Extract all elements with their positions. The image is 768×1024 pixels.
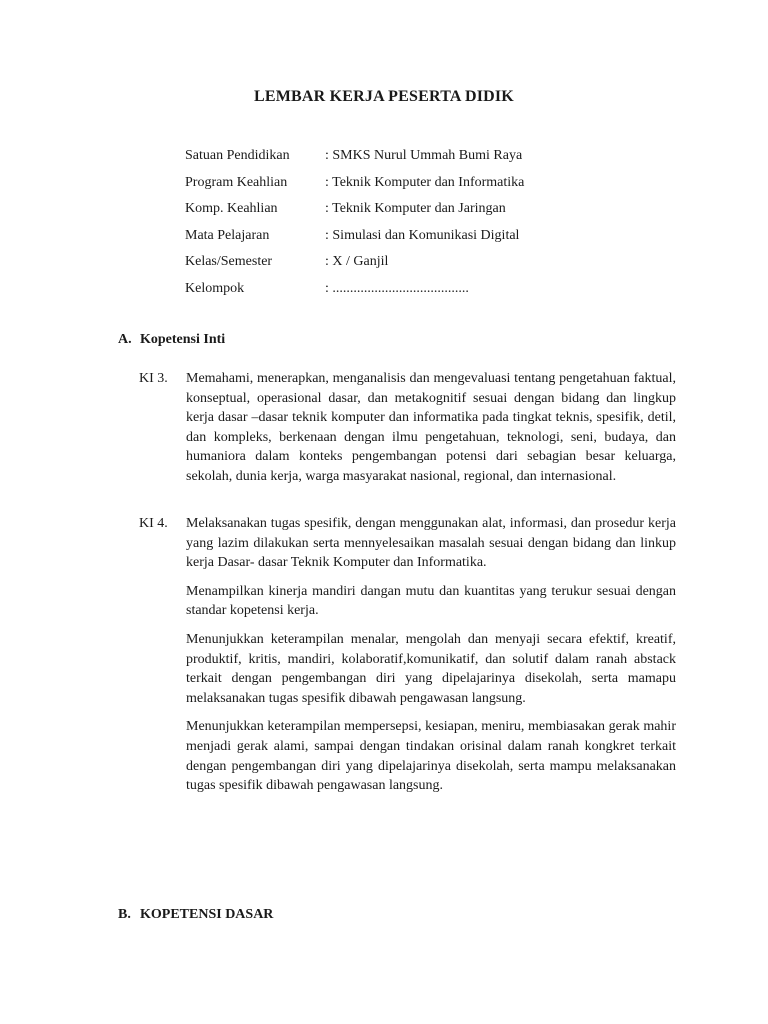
section-letter: A.: [118, 332, 132, 347]
info-label: Mata Pelajaran: [185, 227, 270, 243]
info-row-mapel: [185, 226, 524, 253]
ki-3-item: [139, 369, 676, 487]
info-value: : Simulasi dan Komunikasi Digital: [325, 227, 520, 243]
document-title: LEMBAR KERJA PESERTA DIDIK: [254, 88, 514, 105]
section-letter: B.: [118, 907, 131, 922]
section-title: KOPETENSI DASAR: [140, 907, 274, 922]
ki-3-block: [139, 369, 676, 487]
info-value: : SMKS Nurul Ummah Bumi Raya: [325, 148, 523, 163]
info-value: : .......................................: [325, 280, 469, 296]
info-label: Kelas/Semester: [185, 254, 273, 269]
info-row-komp: [185, 199, 524, 226]
ki-4-block: [139, 514, 676, 796]
identity-table: [185, 146, 524, 305]
info-label: Kelompok: [185, 280, 245, 296]
ki-3-number: KI 3.: [139, 371, 168, 386]
ki-4-text: Melaksanakan tugas spesifik, dengan menggunakan alat, informasi, dan prosedur kerja yang lazim dilakukan serta mennyelesaikan masalah sesuai dengan bidang dan linkup kerja Dasar- dasar Teknik Komputer dan Informatika.: [186, 516, 676, 571]
section-b-heading: [118, 907, 273, 923]
info-row-kelompok: [185, 279, 524, 306]
info-value: : Teknik Komputer dan Informatika: [325, 174, 525, 190]
info-label: Satuan Pendidikan: [185, 148, 290, 163]
ki-4-paragraph: Menampilkan kinerja mandiri dangan mutu dan kuantitas yang terukur sesuai dengan standar kopetensi kerja.: [186, 583, 676, 619]
section-title: Kopetensi Inti: [140, 332, 226, 347]
ki-4-number: KI 4.: [139, 516, 168, 531]
info-value: : Teknik Komputer dan Jaringan: [325, 201, 506, 216]
info-label: Komp. Keahlian: [185, 201, 278, 216]
info-row-program: [185, 173, 524, 200]
info-row-satuan: [185, 146, 524, 173]
section-a-heading: [118, 332, 225, 348]
ki-4-paragraph: Menunjukkan keterampilan menalar, mengolah dan menyaji secara efektif, kreatif, produktif, kritis, mandiri, kolaboratif,komunikatif, dan solutif dalam ranah abstack terkait dengan pengembangan diri yang dipelajarinya disekolah, serta mamapu melaksanakan tugas spesifik dibawah pengawasan langsung.: [186, 631, 676, 706]
info-row-kelas: [185, 252, 524, 279]
info-value: : X / Ganjil: [325, 254, 389, 269]
info-label: Program Keahlian: [185, 174, 288, 190]
ki-4-paragraph: Menunjukkan keterampilan mempersepsi, kesiapan, meniru, membiasakan gerak mahir menjadi gerak alami, sampai dengan tindakan orisinal dalam ranah kongkret terkait dengan pengembangan diri yang dipelajarinya disekolah, serta mampu melaksanakan tugas spesifik dibawah pengawasan langsung.: [186, 719, 676, 794]
ki-4-item: [139, 514, 676, 573]
ki-3-text: Memahami, menerapkan, menganalisis dan mengevaluasi tentang pengetahuan faktual, konseptual, operasional dasar, dan metakognitif sesuai dengan bidang dan lingkup kerja dasar –dasar teknik komputer dan informatika pada tingkat teknis, spesifik, detil, dan kompleks, berkenaan dengan ilmu pengetahuan, teknologi, seni, budaya, dan humaniora dalam konteks pengembangan potensi dari sebagian besar keluarga, sekolah, dunia kerja, warga masyarakat nasional, regional, dan internasional.: [186, 371, 676, 484]
